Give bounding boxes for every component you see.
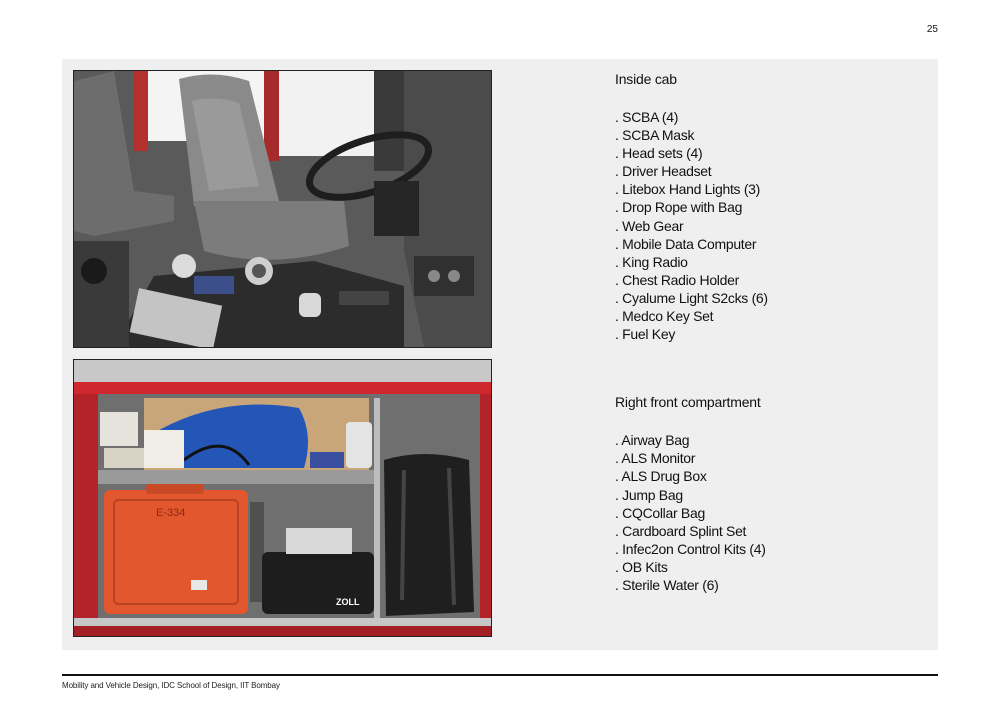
bag-brand: ZOLL (336, 597, 360, 607)
list-item: . Web Gear (615, 217, 684, 234)
inside-cab-illustration (74, 71, 491, 347)
section-title: Inside cab (615, 71, 677, 87)
list-item: . ALS Monitor (615, 450, 696, 467)
list-item: . Medco Key Set (615, 308, 714, 325)
right-front-compartment-list (615, 431, 915, 594)
list-item: . OB Kits (615, 558, 668, 575)
section-gap (615, 343, 915, 394)
equipment-lists (615, 71, 915, 594)
list-item: . King Radio (615, 253, 688, 270)
content-panel (62, 59, 938, 650)
list-item: . Airway Bag (615, 432, 690, 449)
inside-cab-photo (73, 70, 492, 348)
list-item: . Infec2on Control Kits (4) (615, 540, 766, 557)
list-item: . SCBA (4) (615, 109, 679, 125)
list-item: . Head sets (4) (615, 145, 703, 162)
page-number: 25 (926, 24, 938, 35)
list-item: . SCBA Mask (615, 127, 695, 144)
footer-text: Mobility and Vehicle Design, IDC School of Design, IIT Bombay (62, 681, 280, 690)
list-item: . Chest Radio Holder (615, 271, 739, 288)
section-inside-cab (615, 71, 915, 343)
section-title: Right front compartment (615, 394, 761, 411)
list-item: . Jump Bag (615, 486, 683, 503)
list-item: . Drop Rope with Bag (615, 199, 743, 216)
case-label: E-334 (156, 507, 186, 519)
list-item: . Litebox Hand Lights (3) (615, 181, 761, 198)
list-item: . ALS Drug Box (615, 468, 707, 485)
list-item: . Cyalume Light S2cks (6) (615, 289, 768, 306)
footer-rule (62, 674, 938, 676)
list-item: . Mobile Data Computer (615, 235, 757, 252)
list-item: . Driver Headset (615, 163, 712, 180)
compartment-illustration (74, 360, 491, 636)
list-item: . CQCollar Bag (615, 504, 705, 521)
section-right-front-compartment (615, 394, 915, 594)
inside-cab-list (615, 108, 915, 343)
list-item: . Cardboard Splint Set (615, 522, 747, 539)
list-item: . Fuel Key (615, 326, 676, 343)
list-item: . Sterile Water (6) (615, 576, 719, 593)
right-front-compartment-photo (73, 359, 492, 637)
